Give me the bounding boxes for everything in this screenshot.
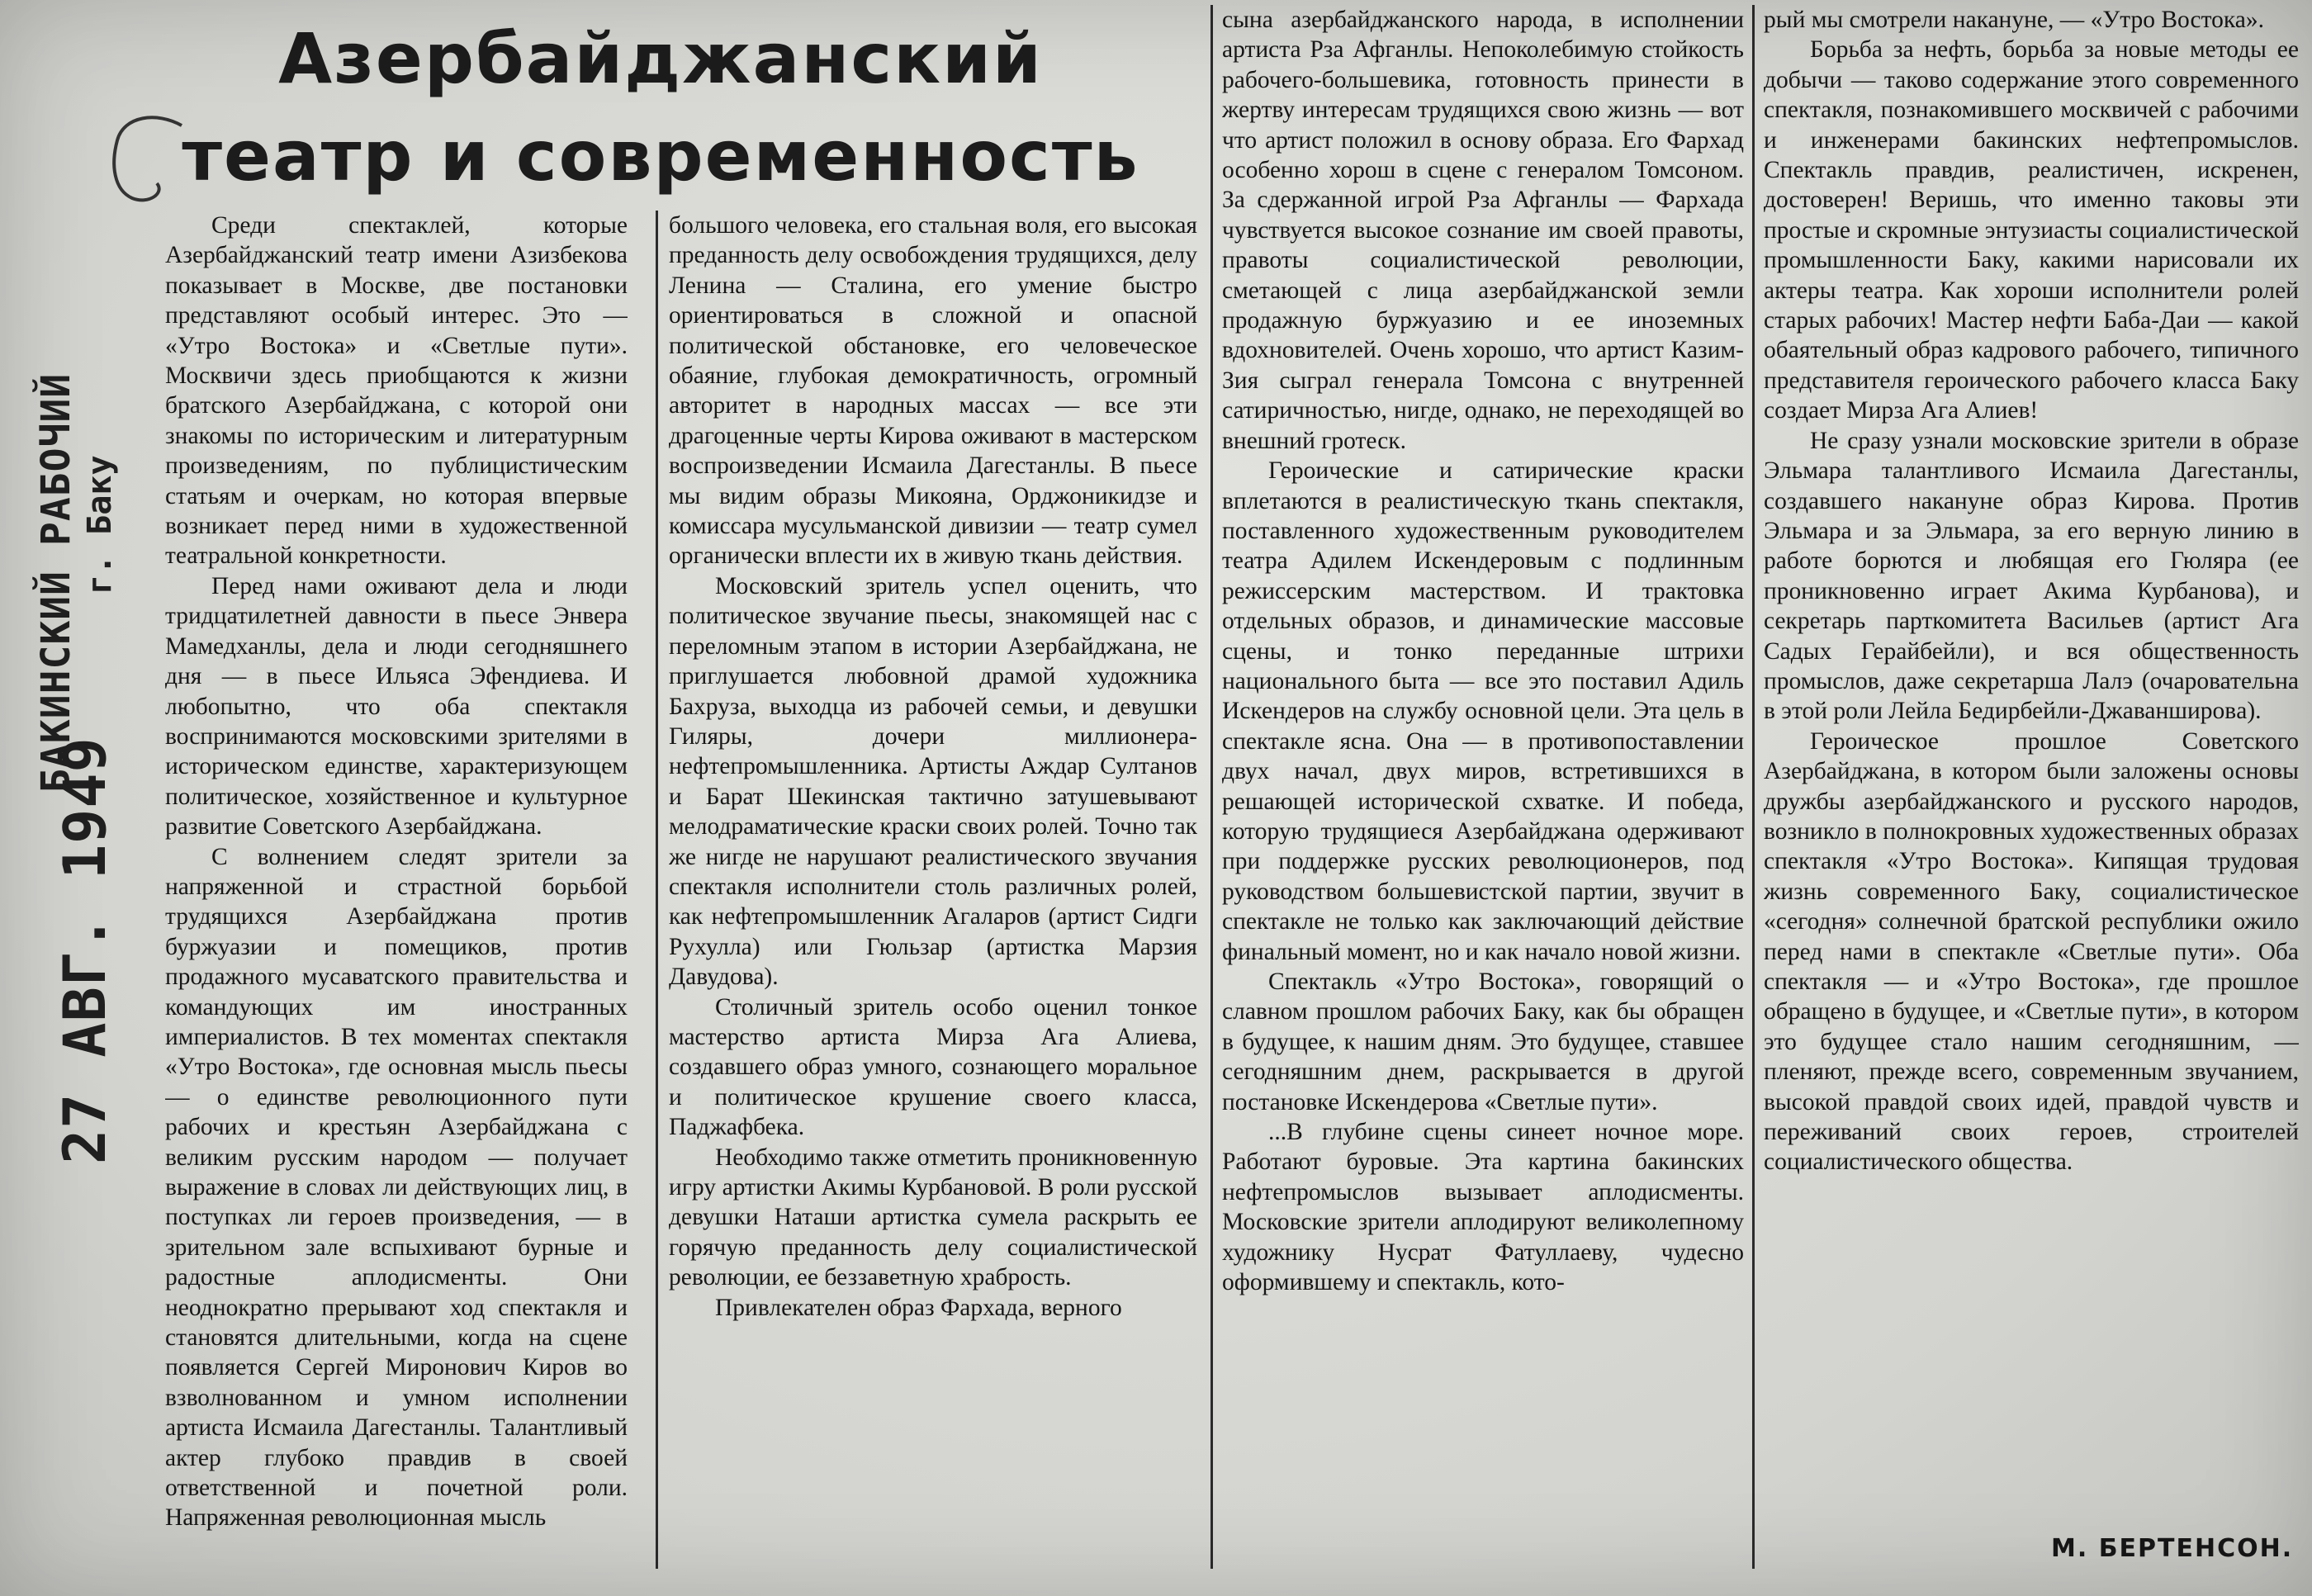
author-signature: М. БЕРТЕНСОН. <box>2051 1534 2294 1563</box>
article-paragraph: Спектакль «Утро Востока», говорящий о славном прошлом рабочих Баку, как бы обращен в будущее, к нашим дням. Это будущее, ставшее сегодняшним днем, раскрывается в другой постановке Искендерова «Светлые пути». <box>1222 968 1744 1115</box>
article-paragraph: ...В глубине сцены синеет ночное море. Работают буровые. Эта картина бакинских нефтепромыслов вызывает аплодисменты. Московские зрители аплодируют великолепному художнику Нусрат Фатуллаеву, чудесно оформившему и спектакль, кото- <box>1222 1119 1744 1296</box>
article-paragraph: рый мы смотрели накануне, — «Утро Востока». <box>1764 7 2264 33</box>
article-paragraph: Московский зритель успел оценить, что политическое звучание пьесы, знакомящей нас с переломным этапом в истории Азербайджана, не приглушается любовной драмой художника Бахруза, выходца из рабочей семьи, и девушки Гиляры, дочери миллионера-нефтепромышленника. Артисты Аждар Султанов и Барат Шекинская тактично затушевывают мелодраматические краски своих ролей. Точно так же нигде не нарушают реалистического звучания спектакля исполнители столь различных ролей, как нефтепромышленник Агаларов (артист Сидги Рухулла) или Гюльзар (артистка Марзия Давудова). <box>669 572 1197 991</box>
article-paragraph: Не сразу узнали московские зрители в образе Эльмара талантливого Исмаила Дагестанлы, создавшего накануне образ Кирова. Против Эльмара и за Эльмара, за его верную линию в работе борются и любящая его Гюляра (ее проникновенно играет Акима Курбанова), и секретарь парткомитета Васильев (артист Ага Садых Герайбейли), и вся общественность промыслов, даже секретарша Лалэ (очаровательна в этой роли Лейла Бедирбейли-Джаваншировa). <box>1764 427 2299 725</box>
article-column-2 <box>669 211 1197 1565</box>
article-paragraph: большого человека, его стальная воля, его высокая преданность делу освобождения трудящихся, делу Ленина — Сталина, его умение быстро ориентироваться в сложной и опасной политической обстановке, его человеческое обаяние, глубокая демократичность, огромный авторитет в народных массах — все эти драгоценные черты Кирова оживают в мастерском воспроизведении Исмаила Дагестанлы. В пьесе мы видим образы Микояна, Орджоникидзе и комиссара мусульманской дивизии — театр сумел органически вплести их в живую ткань действия. <box>669 212 1197 570</box>
article-paragraph: Столичный зритель особо оценил тонкое мастерство артиста Мирза Ага Алиева, создавшего образ умного, сознающего моральное и политическое крушение своего класса, Паджафбека. <box>669 993 1197 1141</box>
pen-mark <box>99 107 190 206</box>
article-paragraph: С волнением следят зрители за напряженной и страстной борьбой трудящихся Азербайджана против буржуазии и помещиков, против продажного мусаватского правительства и командующих им иностранных империалистов. В тех моментах спектакля «Утро Востока», где основная мысль пьесы — о единстве революционного пути рабочих и крестьян Азербайджана с великим русским народом — получает выражение в словах ли действующих лиц, в поступках ли героев произведения, — в зрительном зале вспыхивают бурные и радостные аплодисменты. Они неоднократно прерывают ход спектакля и становятся длительными, когда на сцене появляется Сергей Миронович Киров во взволнованном и умном исполнении артиста Исмаила Дагестанлы. Талантливый актер глубоко правдив в своей ответственной и почетной роли. Напряженная революционная мысль <box>165 843 628 1532</box>
article-column-4 <box>1764 5 2299 1524</box>
article-paragraph: Необходимо также отметить проникновенную игру артистки Акимы Курбановой. В роли русской девушки Наташи артистка сумела раскрыть ее горячую преданность делу социалистической революции, ее беззаветную храбрость. <box>669 1144 1197 1291</box>
article-paragraph: сына азербайджанского народа, в исполнении артиста Рза Афганлы. Непоколебимую стойкость рабочего-большевика, готовность принести в жертву интересам трудящихся свою жизнь — вот что артист положил в основу образа. Его Фархад особенно хорош в сцене с генералом Томсоном. За сдержанной игрой Рза Афганлы — Фархада чувствуется высокое сознание им своей правоты, правоты социалистической революции, сметающей с лица азербайджанской земли продажную буржуазию и ее иноземных вдохновителей. Очень хорошо, что артист Казим-Зия сыграл генерала Томсона с внутренней сатиричностью, нигде, однако, не переходящей во внешний гротеск. <box>1222 7 1744 454</box>
article-paragraph: Привлекателен образ Фархада, верного <box>715 1294 1122 1321</box>
column-divider <box>1752 5 1755 1569</box>
headline: Азербайджанский театр и современность <box>182 18 1139 197</box>
article-paragraph: Среди спектаклей, которые Азербайджанский театр имени Азизбекова показывает в Москве, две постановки представляют особый интерес. Это — «Утро Востока» и «Светлые пути». Москвичи здесь приобщаются к жизни братского Азербайджана, с которой они знакомы по историческим и литературным произведениям, по публицистическим статьям и очеркам, но которая впервые возникает перед ними в художественной театральной конкретности. <box>165 212 628 570</box>
column-divider <box>656 211 658 1569</box>
article-paragraph: Борьба за нефть, борьба за новые методы ее добычи — таково содержание этого современного спектакля, познакомившего москвичей с рабочими и инженерами бакинских нефтепромыслов. Спектакль правдив, реалистичен, искренен, достоверен! Веришь, что именно таковы эти простые и скромные энтузиасты социалистической промышленности Баку, какими нарисовали их актеры театра. Как хороши исполнители ролей старых рабочих! Мастер нефти Баба-Даи — какой обаятельный образ кадрового рабочего, типичного представителя героического рабочего класса Баку создает Мирза Ага Алиев! <box>1764 36 2299 424</box>
newspaper-stamp: БАКИНСКИЙ РАБОЧИЙ <box>33 372 79 793</box>
article-paragraph: Героическое прошлое Советского Азербайджана, в котором были заложены основы дружбы азербайджанского и русского народов, возникло в полнокровных художественных образах спектакля «Утро Востока». Кипящая трудовая жизнь современного Баку, социалистическое «сегодня» солнечной братской республики ожило перед нами в спектакле «Светлые пути». Оба спектакля — и «Утро Востока», где прошлое обращено в будущее, и «Светлые пути», в котором это будущее стало нашим сегодняшним, — пленяют, прежде всего, современным звучанием, высокой правдой своих идей, правдой чувств и переживаний своих героев, строителей социалистического общества. <box>1764 727 2299 1176</box>
column-divider <box>1210 5 1213 1569</box>
city-stamp: г. Баку <box>81 455 119 594</box>
date-stamp: 27 АВГ. 1949 <box>51 736 119 1164</box>
article-paragraph: Перед нами оживают дела и люди тридцатилетней давности в пьесе Энвера Мамедханлы, дела и люди сегодняшнего дня — в пьесе Ильяса Эфендиева. И любопытно, что оба спектакля воспринимаются московскими зрителями в историческом единстве, характеризующем политическое, хозяйственное и культурное развитие Советского Азербайджана. <box>165 572 628 841</box>
article-paragraph: Героические и сатирические краски вплетаются в реалистическую ткань спектакля, поставленного художественным руководителем театра Адилем Искендеровым с подлинным режиссерским мастерством. И трактовка отдельных образов, и динамические массовые сцены, и тонко переданные штрихи национального быта — все это поставил Адиль Искендеров на службу основной цели. Эта цель в спектакле ясна. Она — в противопоставлении двух начал, двух миров, встретившихся в решающей исторической схватке. И победа, которую трудящиеся Азербайджана одерживают при поддержке русских революционеров, под руководством большевистской партии, звучит в спектакле не только как заключающий действие финальный момент, но и как начало новой жизни. <box>1222 457 1744 965</box>
article-column-3 <box>1222 5 1744 1565</box>
article-column-1 <box>165 211 628 1565</box>
